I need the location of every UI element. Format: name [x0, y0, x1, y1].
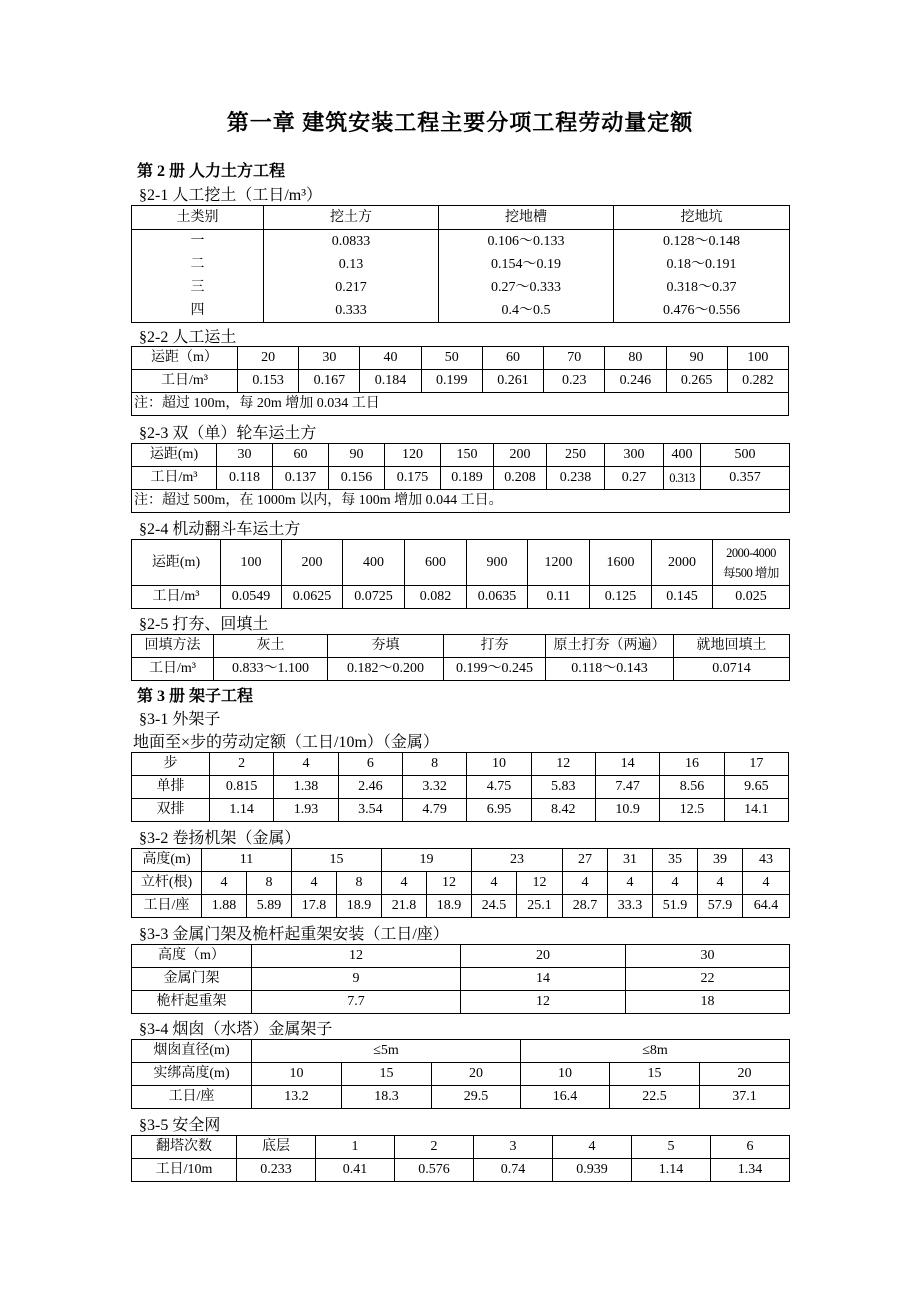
cell: 4 — [608, 872, 653, 895]
table-row — [132, 1159, 790, 1182]
cell: 18.9 — [337, 895, 382, 918]
cell: 原土打夯（两遍） — [546, 635, 674, 658]
cell: 三 — [132, 276, 264, 299]
table-row — [132, 799, 789, 822]
cell: ≤5m — [252, 1040, 521, 1063]
cell: 50 — [421, 347, 482, 370]
cell-line: 2000-4000 — [726, 545, 776, 560]
cell: 回填方法 — [132, 635, 214, 658]
cell: 0.282 — [727, 370, 788, 393]
cell: 0.118～0.143 — [546, 658, 674, 681]
cell: 31 — [608, 849, 653, 872]
cell: 4 — [292, 872, 337, 895]
cell: 4 — [553, 1136, 632, 1159]
cell: 900 — [467, 540, 528, 586]
cell: 600 — [405, 540, 467, 586]
cell: 金属门架 — [132, 968, 252, 991]
cell: 1.34 — [711, 1159, 790, 1182]
cell: 12 — [252, 945, 461, 968]
table-row — [132, 1136, 790, 1159]
cell: 10.9 — [595, 799, 659, 822]
cell: 0.246 — [605, 370, 666, 393]
table-row — [132, 347, 789, 370]
cell: 0.265 — [666, 370, 727, 393]
cell: 16.4 — [521, 1086, 610, 1109]
cell: 18.3 — [342, 1086, 432, 1109]
section-2-3-heading: §2-3 双（单）轮车运土方 — [139, 425, 317, 442]
cell: 5 — [632, 1136, 711, 1159]
cell: 运距（m） — [132, 347, 238, 370]
cell: 12 — [517, 872, 563, 895]
table-row — [132, 658, 790, 681]
header-cell: 挖地坑 — [614, 206, 790, 230]
cell: 0.128～0.148 — [614, 230, 790, 254]
cell: 工日/m³ — [132, 586, 221, 609]
table-2-5 — [131, 634, 790, 681]
cell: 0.167 — [299, 370, 360, 393]
cell: 0.576 — [395, 1159, 474, 1182]
cell: 57.9 — [698, 895, 743, 918]
cell: 0.4～0.5 — [439, 299, 614, 323]
cell: 实绑高度(m) — [132, 1063, 252, 1086]
table-row — [132, 872, 790, 895]
volume-3-title: 第 3 册 架子工程 — [137, 688, 254, 705]
cell: 0.0714 — [674, 658, 790, 681]
table-3-2 — [131, 848, 790, 918]
cell: 9 — [252, 968, 461, 991]
cell: 0.476～0.556 — [614, 299, 790, 323]
cell: 6.95 — [467, 799, 531, 822]
section-3-4-heading: §3-4 烟囱（水塔）金属架子 — [139, 1021, 333, 1038]
cell: 4 — [274, 753, 338, 776]
cell: 6 — [338, 753, 402, 776]
cell: 工日/座 — [132, 1086, 252, 1109]
cell: 0.318～0.37 — [614, 276, 790, 299]
section-3-3-heading: §3-3 金属门架及桅杆起重架安装（工日/座） — [139, 926, 449, 943]
cell: 300 — [605, 444, 664, 467]
section-2-2-heading: §2-2 人工运土 — [139, 329, 237, 346]
cell: 工日/座 — [132, 895, 202, 918]
cell: 工日/10m — [132, 1159, 237, 1182]
cell: 200 — [494, 444, 547, 467]
table-row — [132, 253, 790, 276]
cell: 6 — [711, 1136, 790, 1159]
table-row — [132, 968, 790, 991]
cell: 8.42 — [531, 799, 595, 822]
cell: 立杆(根) — [132, 872, 202, 895]
cell: 5.89 — [247, 895, 292, 918]
cell: 烟囱直径(m) — [132, 1040, 252, 1063]
cell: 1.88 — [202, 895, 247, 918]
table-row — [132, 586, 790, 609]
cell: 12 — [427, 872, 472, 895]
cell: 400 — [343, 540, 405, 586]
cell: 运距(m) — [132, 540, 221, 586]
cell: 51.9 — [653, 895, 698, 918]
cell: 20 — [461, 945, 626, 968]
table-row — [132, 895, 790, 918]
cell: 100 — [727, 347, 788, 370]
cell: 0.082 — [405, 586, 467, 609]
cell: 1 — [316, 1136, 395, 1159]
cell: 0.815 — [210, 776, 274, 799]
cell: 20 — [700, 1063, 790, 1086]
cell: 就地回填土 — [674, 635, 790, 658]
section-2-1-heading: §2-1 人工挖土（工日/m³） — [139, 187, 323, 204]
cell: 33.3 — [608, 895, 653, 918]
cell: 0.189 — [441, 467, 494, 490]
cell: 14 — [595, 753, 659, 776]
table-3-5 — [131, 1135, 790, 1182]
cell: 17 — [724, 753, 788, 776]
cell: 夯填 — [328, 635, 444, 658]
cell: 15 — [610, 1063, 700, 1086]
cell: 0.357 — [701, 467, 790, 490]
section-3-1-subheading: 地面至×步的劳动定额（工日/10m）（金属） — [133, 734, 439, 751]
cell: 1200 — [528, 540, 590, 586]
cell: 13.2 — [252, 1086, 342, 1109]
cell: 4 — [472, 872, 517, 895]
cell: 30 — [299, 347, 360, 370]
table-row — [132, 945, 790, 968]
cell: 4 — [698, 872, 743, 895]
table-row — [132, 393, 789, 416]
section-2-5-heading: §2-5 打夯、回填土 — [139, 616, 269, 633]
cell: 打夯 — [444, 635, 546, 658]
cell: 8 — [402, 753, 466, 776]
cell: 100 — [221, 540, 282, 586]
cell: 39 — [698, 849, 743, 872]
cell: 0.184 — [360, 370, 421, 393]
table-row — [132, 1086, 790, 1109]
cell: 工日/m³ — [132, 467, 217, 490]
cell: 0.0635 — [467, 586, 528, 609]
table-row — [132, 1063, 790, 1086]
cell: 30 — [217, 444, 273, 467]
cell: 0.175 — [385, 467, 441, 490]
cell: 4 — [653, 872, 698, 895]
cell: 4 — [202, 872, 247, 895]
table-row — [132, 753, 789, 776]
cell: 21.8 — [382, 895, 427, 918]
cell: 0.238 — [547, 467, 605, 490]
cell: 24.5 — [472, 895, 517, 918]
cell: 翻塔次数 — [132, 1136, 237, 1159]
cell: 400 — [664, 444, 701, 467]
cell: 29.5 — [432, 1086, 521, 1109]
cell: 37.1 — [700, 1086, 790, 1109]
cell: 4.79 — [402, 799, 466, 822]
table-row — [132, 776, 789, 799]
table-2-4 — [131, 539, 790, 609]
cell: 四 — [132, 299, 264, 323]
cell: 0.154～0.19 — [439, 253, 614, 276]
cell: 17.8 — [292, 895, 337, 918]
cell: 64.4 — [743, 895, 790, 918]
section-3-2-heading: §3-2 卷扬机架（金属） — [139, 830, 301, 847]
cell: 18.9 — [427, 895, 472, 918]
cell: 10 — [252, 1063, 342, 1086]
volume-2-title: 第 2 册 人力土方工程 — [137, 163, 286, 180]
cell: 单排 — [132, 776, 210, 799]
cell: 9.65 — [724, 776, 788, 799]
section-3-1-heading: §3-1 外架子 — [139, 711, 221, 728]
note-cell: 注：超过 500m，在 1000m 以内，每 100m 增加 0.044 工日。 — [132, 490, 790, 513]
cell: 0.217 — [264, 276, 439, 299]
cell: 0.41 — [316, 1159, 395, 1182]
cell: 250 — [547, 444, 605, 467]
cell: 高度（m） — [132, 945, 252, 968]
cell: 2.46 — [338, 776, 402, 799]
cell: 1.38 — [274, 776, 338, 799]
cell: 4.75 — [467, 776, 531, 799]
cell: 16 — [660, 753, 724, 776]
cell: 0.0833 — [264, 230, 439, 254]
table-header-row — [132, 206, 790, 230]
cell: 200 — [282, 540, 343, 586]
cell: 5.83 — [531, 776, 595, 799]
cell: 0.137 — [273, 467, 329, 490]
cell: 11 — [202, 849, 292, 872]
cell: 80 — [605, 347, 666, 370]
cell: 12 — [461, 991, 626, 1014]
cell: 桅杆起重架 — [132, 991, 252, 1014]
cell: 二 — [132, 253, 264, 276]
cell: 500 — [701, 444, 790, 467]
cell: 0.182～0.200 — [328, 658, 444, 681]
cell: 25.1 — [517, 895, 563, 918]
cell: 运距(m) — [132, 444, 217, 467]
cell: 120 — [385, 444, 441, 467]
cell: 0.23 — [544, 370, 605, 393]
cell: 3.32 — [402, 776, 466, 799]
cell: 0.833～1.100 — [214, 658, 328, 681]
cell: 40 — [360, 347, 421, 370]
cell: 60 — [482, 347, 543, 370]
cell: 8.56 — [660, 776, 724, 799]
cell: 0.0625 — [282, 586, 343, 609]
note-cell: 注：超过 100m，每 20m 增加 0.034 工日 — [132, 393, 789, 416]
cell: 0.025 — [713, 586, 790, 609]
table-row — [132, 1040, 790, 1063]
cell: 0.74 — [474, 1159, 553, 1182]
cell: 0.208 — [494, 467, 547, 490]
cell: 0.13 — [264, 253, 439, 276]
cell: 0.11 — [528, 586, 590, 609]
table-2-1 — [131, 205, 790, 323]
cell — [713, 540, 790, 586]
cell: 60 — [273, 444, 329, 467]
cell: 工日/m³ — [132, 370, 238, 393]
cell: 15 — [292, 849, 382, 872]
cell: 1.14 — [632, 1159, 711, 1182]
cell: 35 — [653, 849, 698, 872]
cell: 0.261 — [482, 370, 543, 393]
table-row — [132, 540, 790, 586]
table-row — [132, 230, 790, 254]
cell: 4 — [743, 872, 790, 895]
cell: 3.54 — [338, 799, 402, 822]
table-2-3 — [131, 443, 790, 513]
table-3-4 — [131, 1039, 790, 1109]
cell: 0.145 — [652, 586, 713, 609]
cell: 0.27～0.333 — [439, 276, 614, 299]
cell: 30 — [626, 945, 790, 968]
cell: 0.18～0.191 — [614, 253, 790, 276]
table-row — [132, 635, 790, 658]
cell: 0.0725 — [343, 586, 405, 609]
section-3-5-heading: §3-5 安全网 — [139, 1117, 221, 1134]
table-row — [132, 299, 790, 323]
cell: 12 — [531, 753, 595, 776]
table-row — [132, 276, 790, 299]
cell: 1600 — [590, 540, 652, 586]
cell: 10 — [467, 753, 531, 776]
cell: 0.125 — [590, 586, 652, 609]
cell: 0.156 — [329, 467, 385, 490]
cell: 23 — [472, 849, 563, 872]
cell: 0.233 — [237, 1159, 316, 1182]
cell: 0.0549 — [221, 586, 282, 609]
cell: 10 — [521, 1063, 610, 1086]
cell: 28.7 — [563, 895, 608, 918]
cell: 1.14 — [210, 799, 274, 822]
table-3-3 — [131, 944, 790, 1014]
cell: 8 — [337, 872, 382, 895]
header-cell: 挖土方 — [264, 206, 439, 230]
cell: 12.5 — [660, 799, 724, 822]
cell: 2000 — [652, 540, 713, 586]
cell: 灰土 — [214, 635, 328, 658]
cell: ≤8m — [521, 1040, 790, 1063]
cell: 0.313 — [664, 467, 701, 490]
cell: 2 — [395, 1136, 474, 1159]
cell: 0.27 — [605, 467, 664, 490]
cell: 0.153 — [238, 370, 299, 393]
cell: 70 — [544, 347, 605, 370]
cell: 步 — [132, 753, 210, 776]
cell: 8 — [247, 872, 292, 895]
cell: 19 — [382, 849, 472, 872]
cell: 14.1 — [724, 799, 788, 822]
cell: 43 — [743, 849, 790, 872]
table-3-1 — [131, 752, 789, 822]
cell: 90 — [666, 347, 727, 370]
cell: 底层 — [237, 1136, 316, 1159]
cell: 一 — [132, 230, 264, 254]
table-row — [132, 444, 790, 467]
section-2-4-heading: §2-4 机动翻斗车运土方 — [139, 521, 301, 538]
cell: 7.47 — [595, 776, 659, 799]
cell: 4 — [563, 872, 608, 895]
cell: 150 — [441, 444, 494, 467]
cell: 22.5 — [610, 1086, 700, 1109]
table-row — [132, 991, 790, 1014]
cell: 27 — [563, 849, 608, 872]
cell: 4 — [382, 872, 427, 895]
cell: 工日/m³ — [132, 658, 214, 681]
cell: 3 — [474, 1136, 553, 1159]
cell: 双排 — [132, 799, 210, 822]
cell: 14 — [461, 968, 626, 991]
table-row — [132, 370, 789, 393]
cell: 0.106～0.133 — [439, 230, 614, 254]
cell: 18 — [626, 991, 790, 1014]
table-2-2 — [131, 346, 789, 416]
cell: 高度(m) — [132, 849, 202, 872]
cell: 1.93 — [274, 799, 338, 822]
cell: 0.333 — [264, 299, 439, 323]
cell: 20 — [432, 1063, 521, 1086]
chapter-title: 第一章 建筑安装工程主要分项工程劳动量定额 — [226, 110, 694, 135]
cell: 0.939 — [553, 1159, 632, 1182]
cell: 22 — [626, 968, 790, 991]
cell: 90 — [329, 444, 385, 467]
header-cell: 挖地槽 — [439, 206, 614, 230]
cell: 7.7 — [252, 991, 461, 1014]
header-cell: 土类别 — [132, 206, 264, 230]
cell: 15 — [342, 1063, 432, 1086]
cell: 0.199 — [421, 370, 482, 393]
cell-line: 每500 增加 — [723, 565, 779, 580]
table-row — [132, 490, 790, 513]
cell: 2 — [210, 753, 274, 776]
table-row — [132, 467, 790, 490]
cell: 0.118 — [217, 467, 273, 490]
cell: 20 — [238, 347, 299, 370]
table-row — [132, 849, 790, 872]
cell: 0.199～0.245 — [444, 658, 546, 681]
